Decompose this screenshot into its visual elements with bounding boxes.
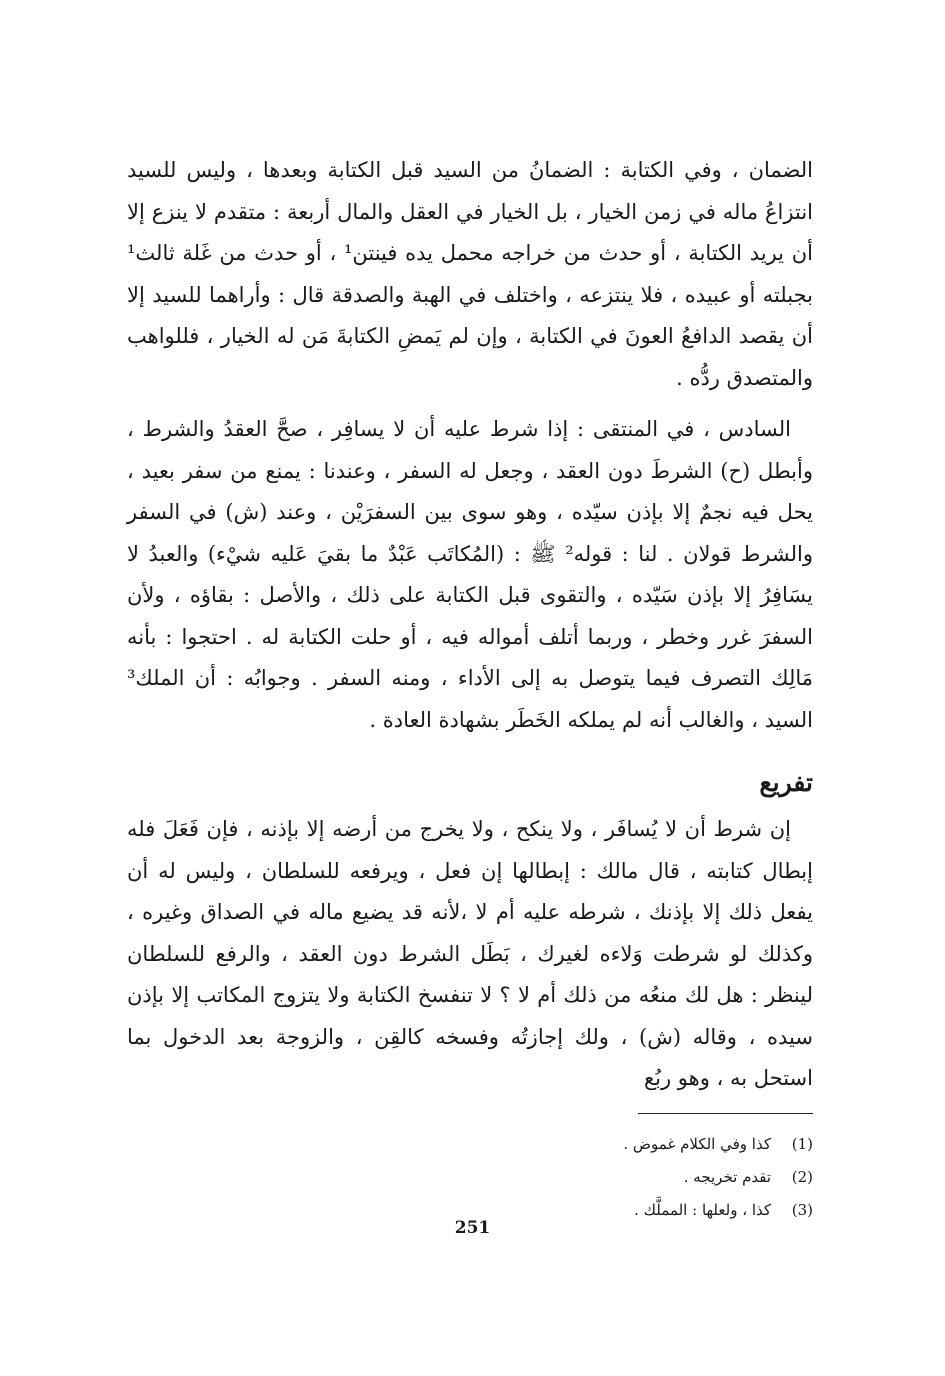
footnote-number: (1) (791, 1135, 813, 1153)
footnote-number: (3) (791, 1201, 813, 1219)
footnote-item (127, 1128, 813, 1161)
paragraph-1: الضمان ، وفي الكتابة : الضمانُ من السيد قبل الكتابة وبعدها ، وليس للسيد انتزاعُ ماله في زمن الخيار ، بل الخيار في العقل والمال أربعة : متقدم لا ينزع إلا أن يريد الكتابة ، أو حدث من خراجه محمل يده فينتن¹ ، أو حدث من غَلة ثالث¹ بجبلته أو عبيده ، فلا ينتزعه ، واختلف في الهبة والصدقة قال : وأراهما للسيد إلا أن يقصد الدافعُ العونَ في الكتابة ، وإن لم يَمضِ الكتابةَ مَن له الخيار ، فللواهب والمتصدق ردُّه . (127, 158, 813, 390)
paragraph-2: السادس ، في المنتقى : إذا شرط عليه أن لا يسافِر ، صحَّ العقدُ والشرط ، وأبطل (ح) الشرطَ دون العقد ، وجعل له السفر ، وعندنا : يمنع من سفر بعيد ، يحل فيه نجمٌ إلا بإذن سيّده ، وهو سوى بين السفرَيْن ، وعند (ش) في السفر والشرط قولان . لنا : قوله² ﷺ : (المُكاتَب عَبْدٌ ما بقيَ عَليه شيْء) والعبدُ لا يسَافِرُ إلا بإذن سَيّده ، والتقوى قبل الكتابة على ذلك ، والأصل : بقاؤه ، ولأن السفرَ غرر وخطر ، وربما أتلف أمواله فيه ، أو حلت الكتابة له . احتجوا : بأنه مَالِك التصرف فيما يتوصل به إلى الأداء ، ومنه السفر . وجوابُه : أن الملك³ السيد ، والغالب أنه لم يملكه الخَطَر بشهادة العادة . (127, 417, 813, 732)
paragraph-3: إن شرط أن لا يُسافَر ، ولا ينكح ، ولا يخرج من أرضه إلا بإذنه ، فإن فَعَلَ فله إبطال كتابته ، قال مالك : إبطالها إن فعل ، ويرفعه للسلطان ، وليس له أن يفعل ذلك إلا بإذنك ، شرطه عليه أم لا ،لأنه قد يضيع ماله في الصداق وغيره ، وكذلك لو شرطت وَلاءه لغيرك ، بَطَل الشرط دون العقد ، والرفع للسلطان لينظر : هل لك منعُه من ذلك أم لا ؟ لا تنفسخ الكتابة ولا يتزوج المكاتب إلا بإذن سيده ، وقاله (ش) ، ولك إجازتُه وفسخه كالقِن ، والزوجة بعد الدخول بما استحل به ، وهو ربُع (127, 817, 813, 1090)
footnote-text: كذا ، ولعلها : المملَّك . (634, 1201, 771, 1219)
footnote-text: كذا وفي الكلام غموض . (623, 1135, 771, 1153)
footnote-item (127, 1161, 813, 1194)
footnotes-block (127, 1113, 813, 1227)
page-number: 251 (454, 1218, 491, 1238)
footnote-divider (638, 1113, 813, 1114)
section-heading: تفريع (759, 768, 813, 797)
footnote-text: تقدم تخريجه . (683, 1168, 771, 1186)
main-text-block (127, 150, 813, 1100)
footnote-number: (2) (791, 1168, 813, 1186)
